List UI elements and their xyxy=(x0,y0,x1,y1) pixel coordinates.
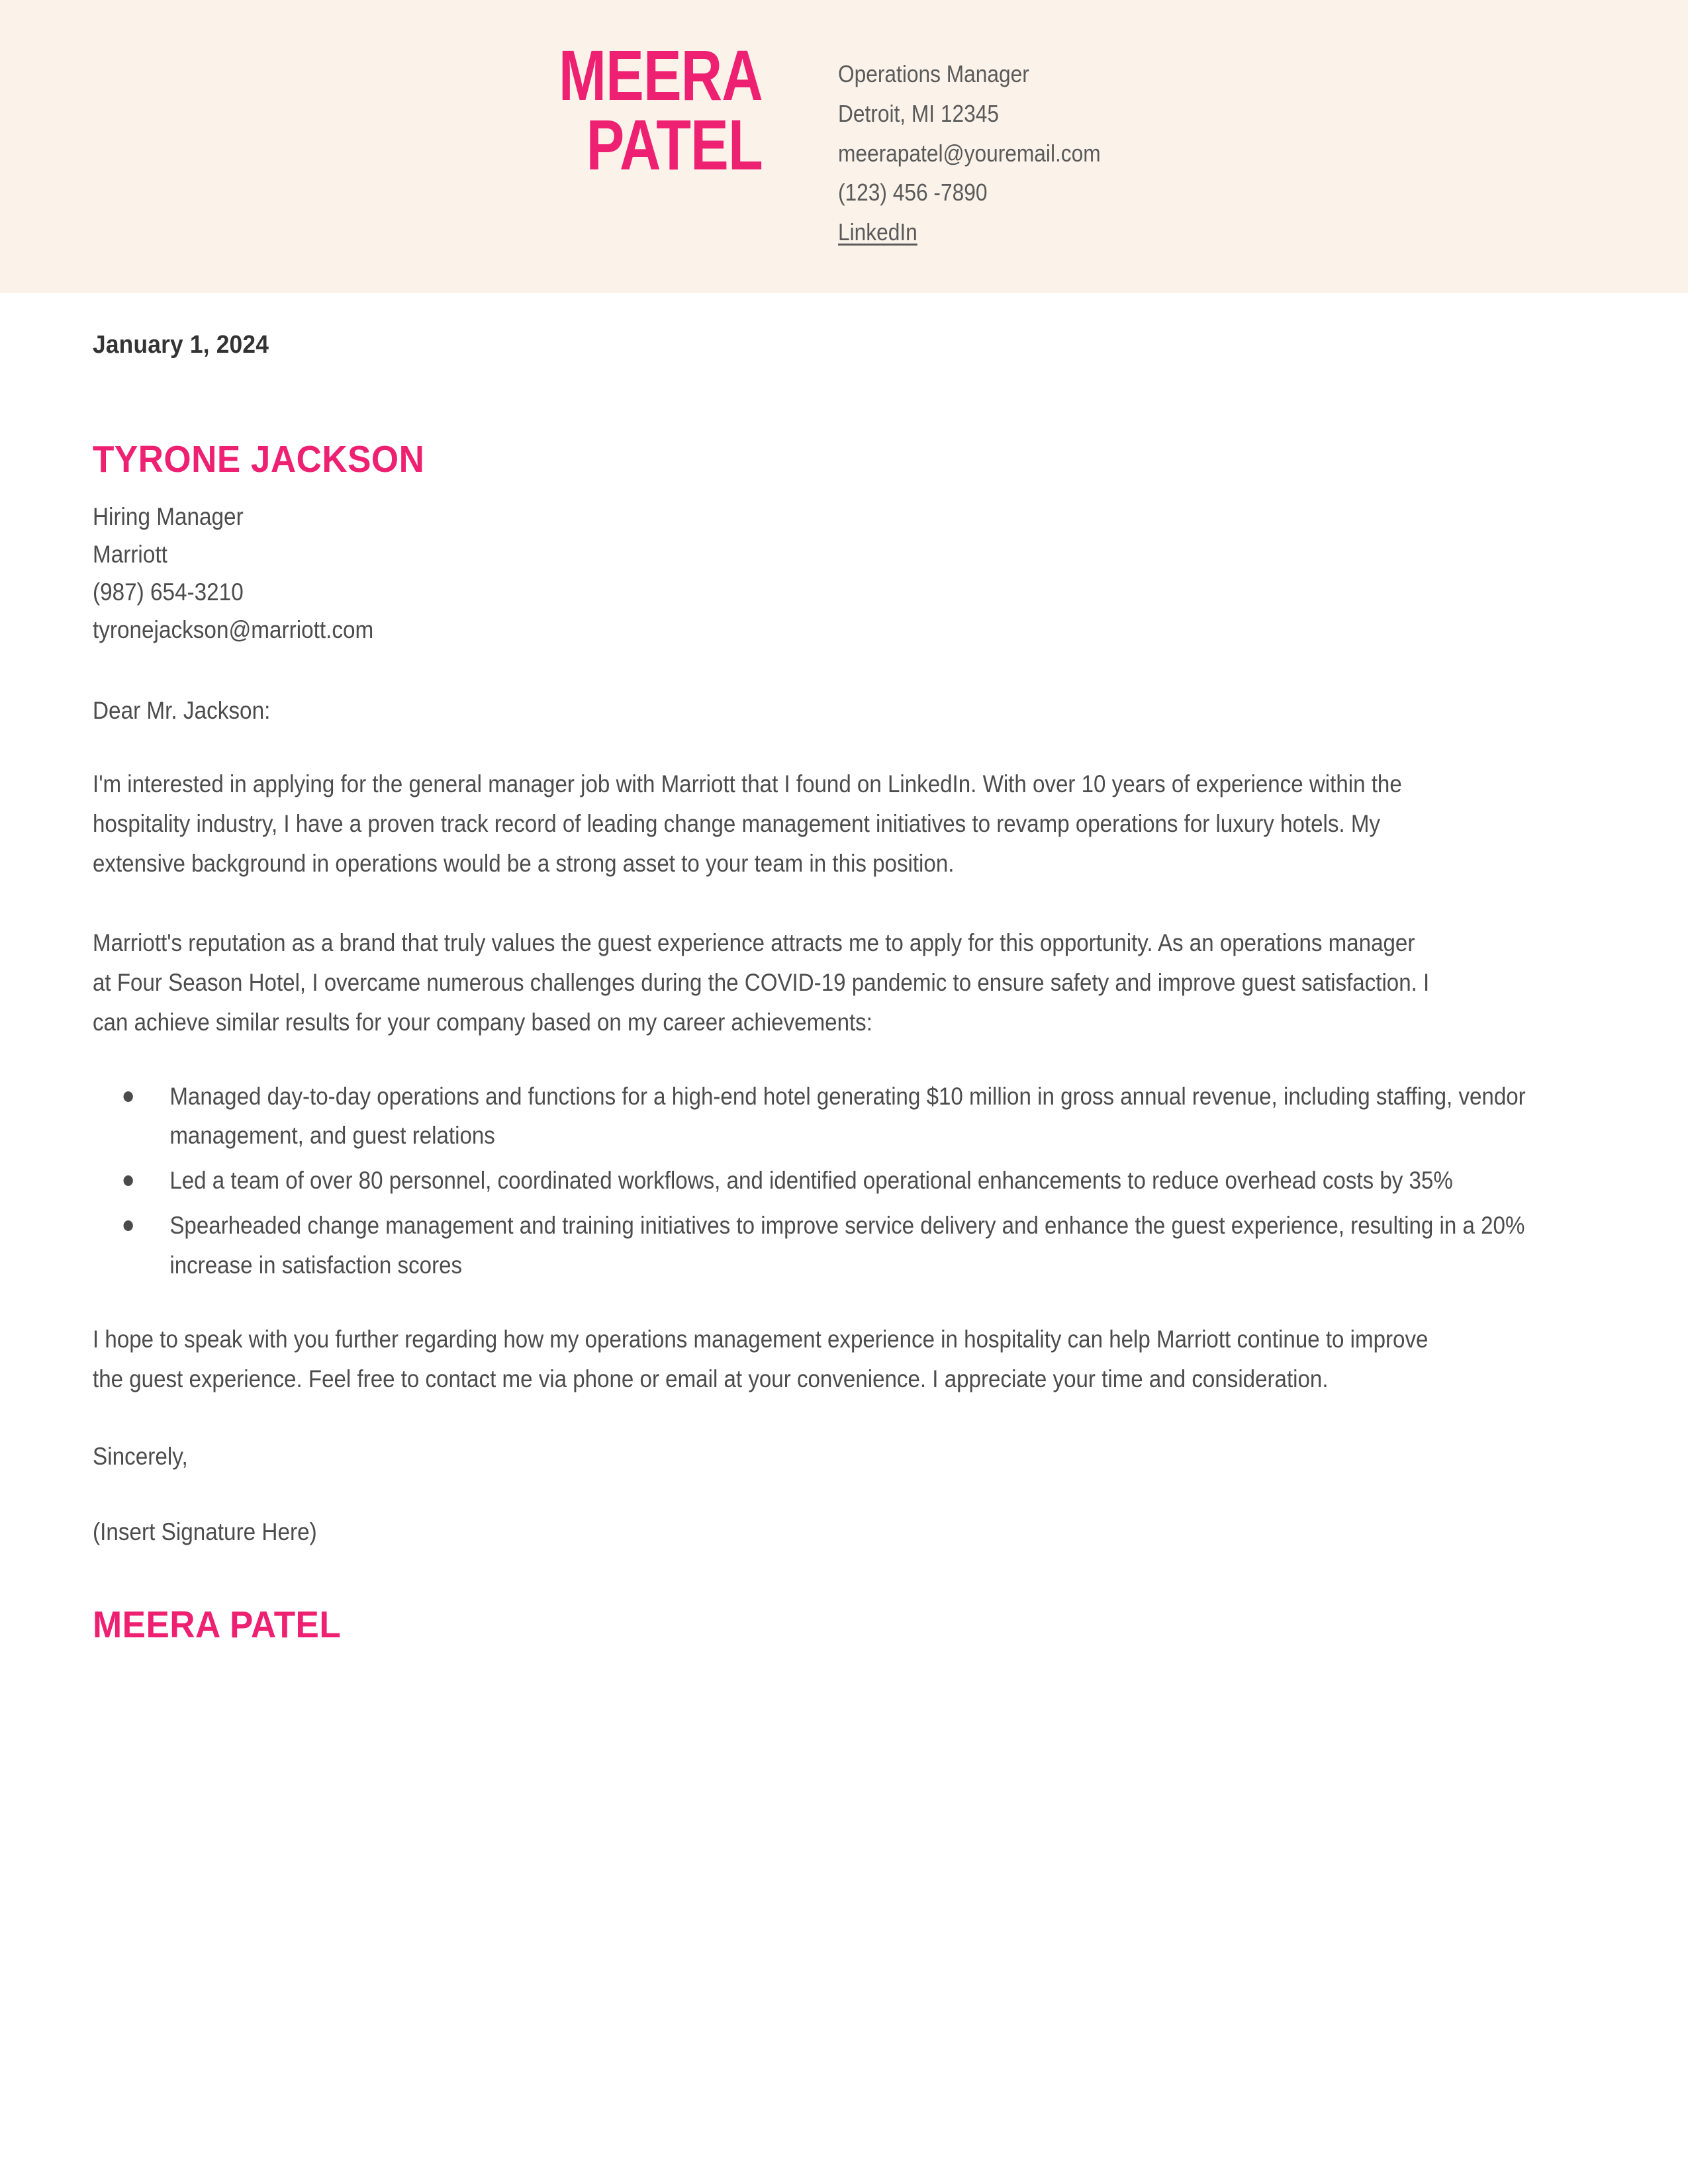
achievement-text: Managed day-to-day operations and functions for a high-end hotel generating $10 million in gross annual revenue, including staffing, vendor management, and guest relations xyxy=(169,1082,1526,1150)
list-item xyxy=(124,1206,1611,1285)
recipient-name: TYRONE JACKSON xyxy=(93,438,425,480)
bullet-dot-icon xyxy=(124,1091,133,1102)
sender-first-name: MEERA xyxy=(558,35,763,115)
achievement-text: Spearheaded change management and training initiatives to improve service delivery and enhance the guest experience, resulting in a 20% increase in satisfaction scores xyxy=(169,1212,1525,1279)
signoff: Sincerely, xyxy=(93,1443,188,1471)
sender-job-title: Operations Manager xyxy=(838,60,1029,87)
sender-linkedin-link[interactable]: LinkedIn xyxy=(838,218,917,246)
recipient-company: Marriott xyxy=(93,540,167,568)
list-item xyxy=(124,1161,1611,1201)
achievements-list xyxy=(93,1077,1611,1286)
salutation: Dear Mr. Jackson: xyxy=(93,696,271,724)
bullet-dot-icon xyxy=(124,1175,133,1186)
sender-phone[interactable]: (123) 456 -7890 xyxy=(838,179,988,206)
achievement-text: Led a team of over 80 personnel, coordinated workflows, and identified operational enhancements to reduce overhead costs by 35% xyxy=(169,1167,1453,1195)
signature-placeholder: (Insert Signature Here) xyxy=(93,1518,317,1546)
list-item xyxy=(124,1077,1611,1156)
sender-signature-name: MEERA PATEL xyxy=(93,1604,342,1647)
recipient-phone: (987) 654-3210 xyxy=(93,578,244,606)
recipient-details xyxy=(93,498,1597,649)
body-paragraph-3: I hope to speak with you further regarding how my operations management experience in hospitality can help Marriott continue to improve the guest experience. Feel free to contact me via phone or email at your convenience. I appreciate your time and consideration. xyxy=(93,1326,1429,1393)
recipient-email: tyronejackson@marriott.com xyxy=(93,615,374,643)
sender-location: Detroit, MI 12345 xyxy=(838,99,1000,127)
letter-body xyxy=(93,331,1597,1647)
body-paragraph-1: I'm interested in applying for the general manager job with Marriott that I found on LinkedIn. With over 10 years of experience within the hospitality industry, I have a proven track record of leading change management initiatives to revamp operations for luxury hotels. My extensive background in operations would be a strong asset to your team in this position. xyxy=(93,770,1402,877)
bullet-dot-icon xyxy=(124,1220,133,1231)
sender-last-name: PATEL xyxy=(586,104,763,185)
sender-contact-block xyxy=(763,0,1137,252)
letterhead-header xyxy=(0,0,1688,293)
body-paragraph-2: Marriott's reputation as a brand that truly values the guest experience attracts me to apply for this opportunity. As an operations manager at Four Season Hotel, I overcame numerous challenges during the COVID-19 pandemic to ensure safety and improve guest satisfaction. I can achieve similar results for your company based on my career achievements: xyxy=(93,929,1430,1036)
sender-name-block xyxy=(0,0,763,185)
letter-date: January 1, 2024 xyxy=(93,331,269,359)
recipient-title: Hiring Manager xyxy=(93,503,244,530)
sender-email[interactable]: meerapatel@youremail.com xyxy=(838,139,1101,167)
